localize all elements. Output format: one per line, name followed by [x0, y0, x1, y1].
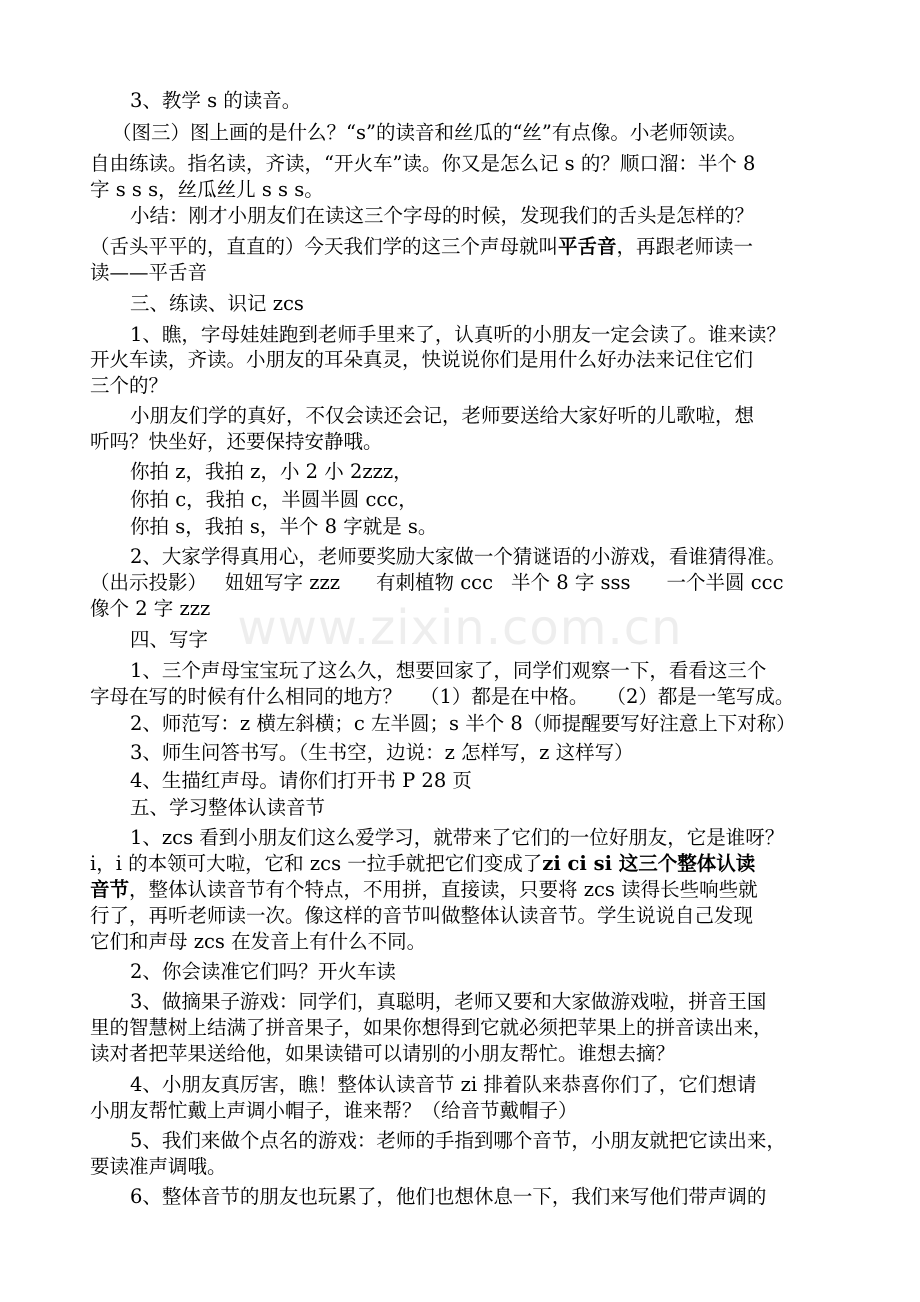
text-segment: （出示投影）	[90, 571, 208, 594]
text-line: 2、大家学得真用心，老师要奖励大家做一个猜谜语的小游戏，看谁猜得准。	[130, 545, 786, 568]
text-line: 读对者把苹果送给他，如果读错可以请别的小朋友帮忙。谁想去摘？	[90, 1042, 676, 1065]
text-line: 2、你会读准它们吗？开火车读	[130, 960, 396, 983]
section-heading: 四、写字	[130, 628, 209, 651]
text-line	[90, 234, 753, 260]
text-segment: （1）都是在中格。	[420, 685, 589, 708]
text-line: 1、zcs 看到小朋友们这么爱学习，就带来了它们的一位好朋友，它是谁呀？	[130, 826, 785, 849]
riddle-line: 像个 2 字 zzz	[90, 597, 211, 620]
text-line: 行了，再听老师读一次。像这样的音节叫做整体认读音节。学生说说自己发现	[90, 904, 754, 927]
text-line: 小朋友们学的真好，不仅会读还会记，老师要送给大家好听的儿歌啦，想	[130, 404, 755, 427]
riddle-item: 一个半圆 ccc	[666, 571, 784, 594]
text-segment: 字母在写的时候有什么相同的地方？	[90, 685, 403, 708]
riddle-item: 有刺植物 ccc	[376, 571, 494, 594]
text-line	[90, 851, 755, 877]
rhyme-line: 你拍 z，我拍 z，小 2 小 2zzz，	[130, 460, 413, 483]
text-line: 开火车读，齐读。小朋友的耳朵真灵，快说说你们是用什么好办法来记住它们	[90, 348, 754, 371]
text-line: 三个的？	[90, 374, 169, 397]
text-line: 6、整体音节的朋友也玩累了，他们也想休息一下，我们来写他们带声调的	[130, 1185, 767, 1208]
watermark: www.zixin.com.cn	[237, 600, 683, 656]
text-line: 读——平舌音	[90, 261, 208, 284]
text-line: 要读准声调哦。	[90, 1155, 227, 1178]
text-segment: i，i 的本领可大啦，它和 zcs 一拉手就把它们变成了	[90, 852, 543, 875]
text-line: 5、我们来做个点名的游戏：老师的手指到哪个音节，小朋友就把它读出来，	[130, 1129, 786, 1152]
riddle-line	[90, 570, 784, 596]
text-line: 2、师范写：z 横左斜横；c 左半圆；s 半个 8（师提醒要写好注意上下对称）	[130, 712, 796, 735]
bold-term: zi ci si 这三个整体认读	[542, 852, 756, 875]
rhyme-line: 你拍 s，我拍 s，半个 8 字就是 s。	[130, 515, 438, 538]
text-line: 小朋友帮忙戴上声调小帽子，谁来帮？（给音节戴帽子）	[90, 1099, 578, 1122]
bold-term: 音节	[90, 878, 130, 901]
text-line: 3、教学 s 的读音。	[130, 89, 302, 112]
text-line: 小结：刚才小朋友们在读这三个字母的时候，发现我们的舌头是怎样的？	[130, 204, 755, 227]
text-line: 3、做摘果子游戏：同学们，真聪明，老师又要和大家做游戏啦，拼音王国	[130, 990, 767, 1013]
text-line: 1、三个声母宝宝玩了这么久，想要回家了，同学们观察一下，看看这三个	[130, 659, 767, 682]
section-heading: 三、练读、识记 zcs	[130, 292, 304, 315]
text-line: 它们和声母 zcs 在发音上有什么不同。	[90, 930, 427, 953]
text-line: 自由练读。指名读，齐读，“开火车”读。你又是怎么记 s 的？顺口溜：半个 8	[90, 152, 756, 175]
bold-term: 平舌音	[558, 235, 617, 258]
text-line	[90, 877, 758, 903]
riddle-item: 半个 8 字 sss	[511, 571, 631, 594]
text-line: 3、师生问答书写。（生书空，边说：z 怎样写，z 这样写）	[130, 741, 634, 764]
text-line	[90, 684, 794, 710]
text-line: 4、生描红声母。请你们打开书 P 28 页	[130, 769, 472, 792]
riddle-item: 妞妞写字 zzz	[225, 571, 341, 594]
text-line: 1、瞧，字母娃娃跑到老师手里来了，认真听的小朋友一定会读了。谁来读？	[130, 323, 786, 346]
section-heading: 五、学习整体认读音节	[130, 796, 326, 819]
text-line: 4、小朋友真厉害，瞧！整体认读音节 zi 排着队来恭喜你们了，它们想请	[130, 1073, 757, 1096]
text-segment: ，再跟老师读一	[616, 235, 754, 258]
text-line: （图三）图上画的是什么？“s”的读音和丝瓜的“丝”有点像。小老师领读。	[112, 121, 747, 144]
text-line: 里的智慧树上结满了拼音果子，如果你想得到它就必须把苹果上的拼音读出来，	[90, 1016, 773, 1039]
rhyme-line: 你拍 c，我拍 c，半圆半圆 ccc，	[130, 488, 418, 511]
text-line: 听吗？快坐好，还要保持安静哦。	[90, 430, 383, 453]
text-segment: （2）都是一笔写成。	[606, 685, 795, 708]
text-line: 字 s s s，丝瓜丝儿 s s s。	[90, 178, 324, 201]
text-segment: ，整体认读音节有个特点，不用拼，直接读，只要将 zcs 读得长些响些就	[129, 878, 758, 901]
text-segment: （舌头平平的，直直的）今天我们学的这三个声母就叫	[90, 235, 559, 258]
